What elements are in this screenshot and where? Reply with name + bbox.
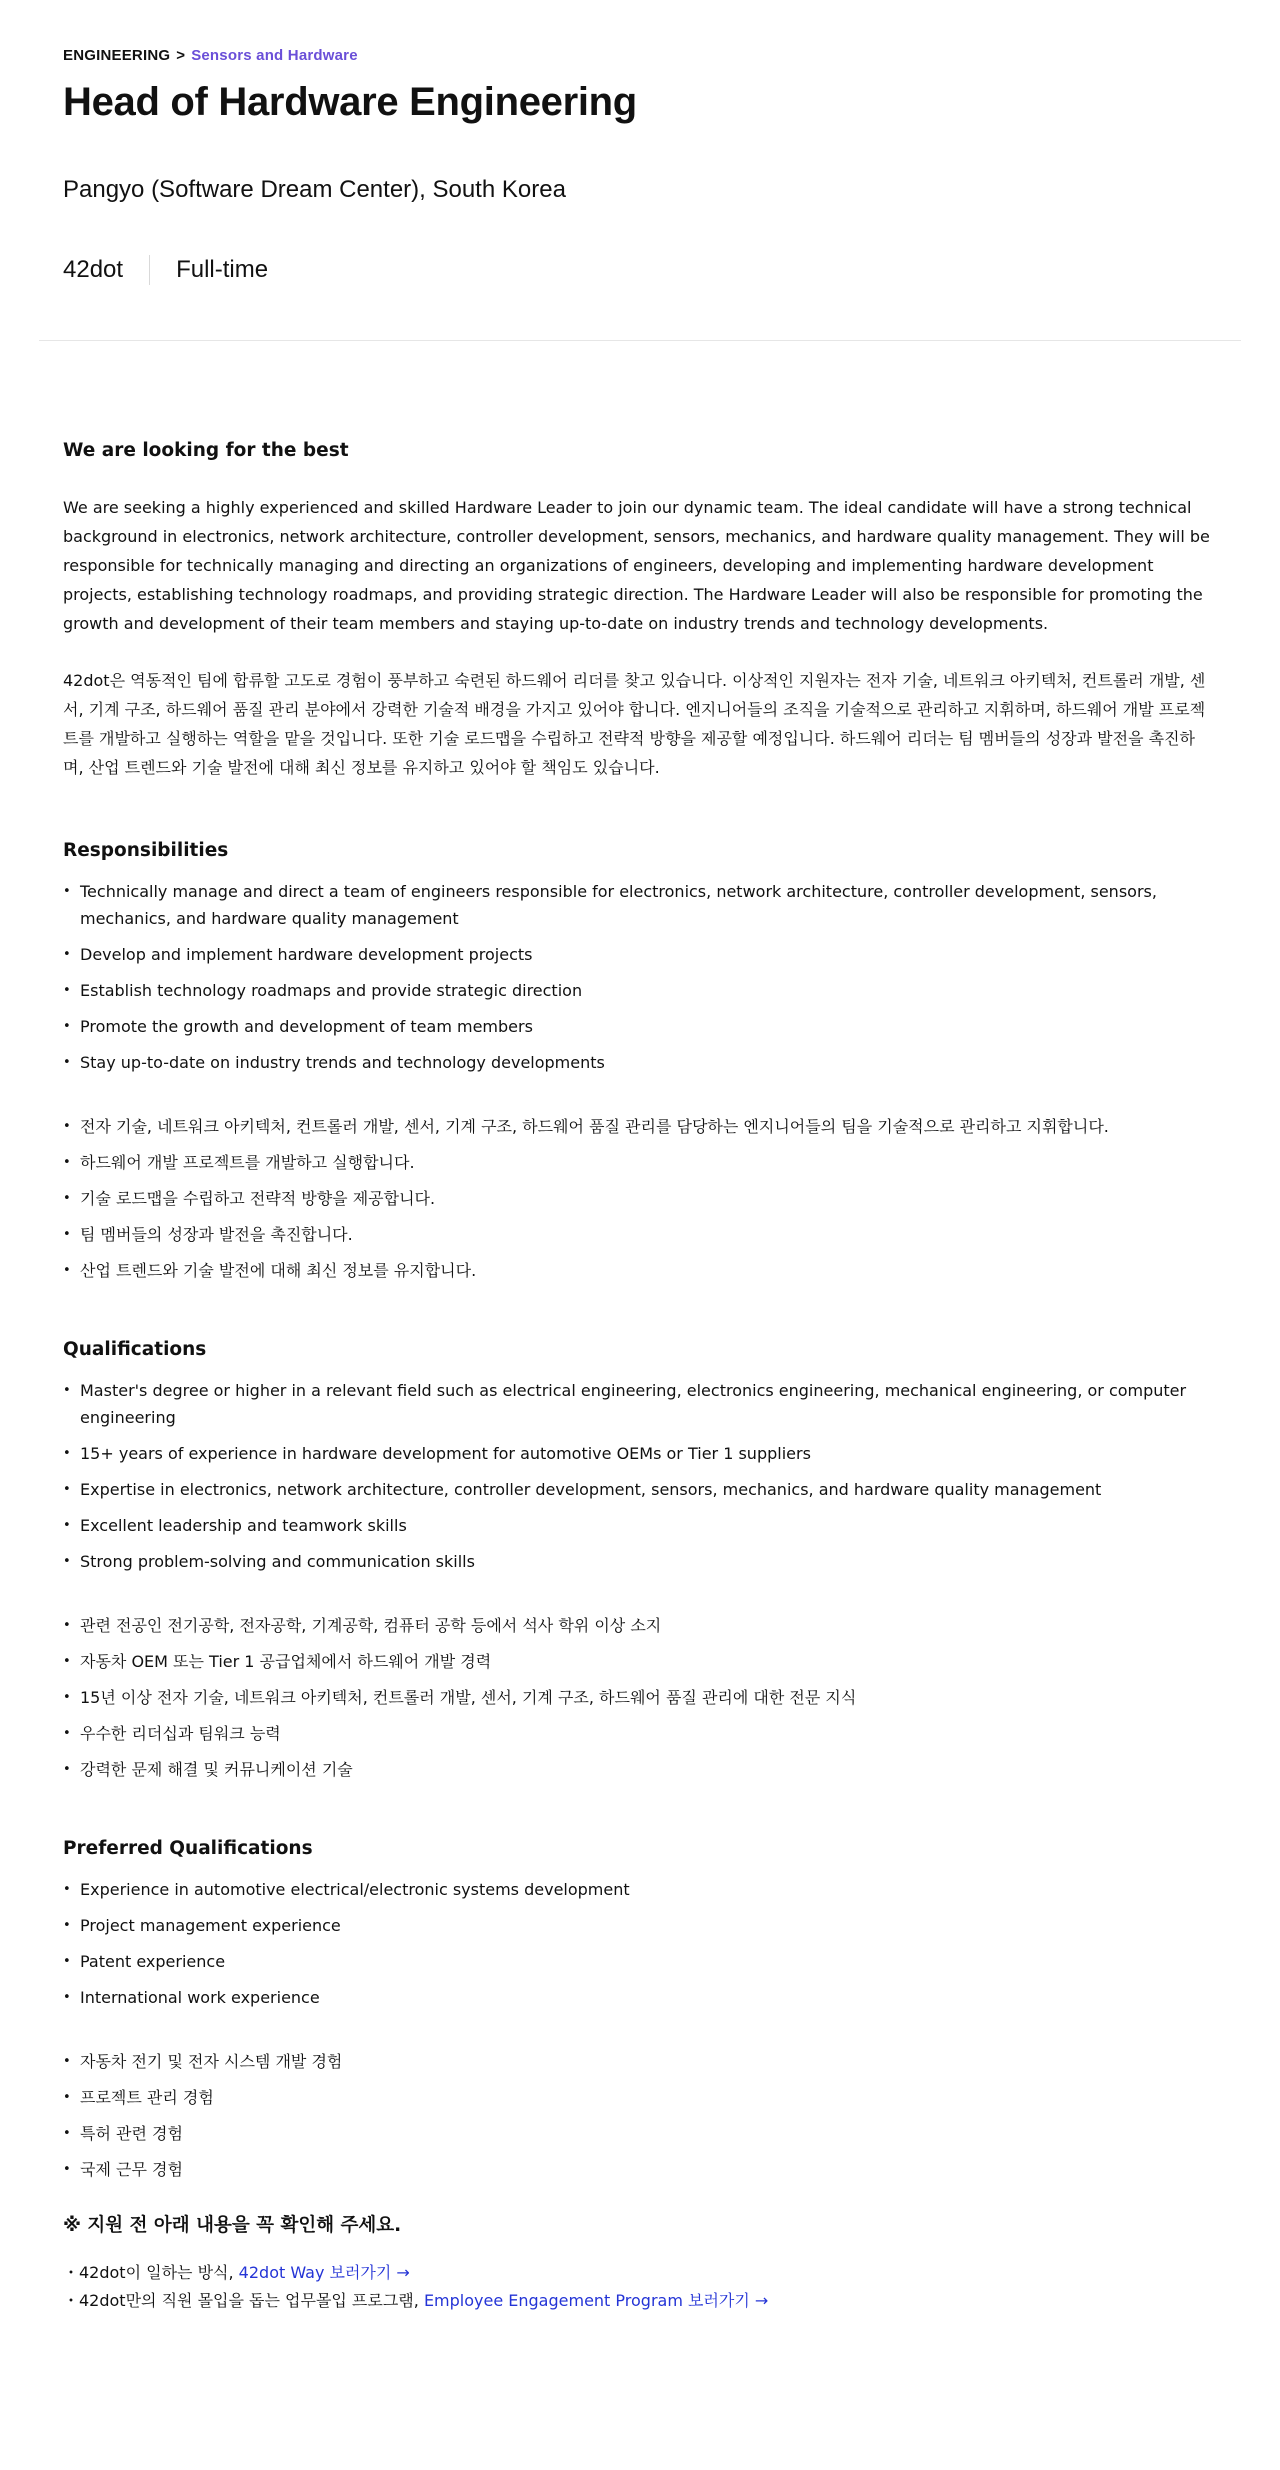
- list-item: • 우수한 리더십과 팀워크 능력: [63, 1720, 1213, 1747]
- job-location: Pangyo (Software Dream Center), South Korea: [63, 176, 566, 203]
- list-item: • Expertise in electronics, network architecture, controller development, sensors, mechanics, and hardware quality management: [63, 1476, 1213, 1503]
- notice-line-way-text: ・42dot이 일하는 방식,: [63, 2263, 239, 2282]
- list-item: • Develop and implement hardware development projects: [63, 941, 1213, 968]
- responsibilities-heading: Responsibilities: [63, 840, 229, 861]
- list-item: • 프로젝트 관리 경험: [63, 2084, 1213, 2111]
- list-item: • Stay up-to-date on industry trends and technology developments: [63, 1049, 1213, 1076]
- intro-heading: We are looking for the best: [63, 440, 349, 461]
- qualifications-heading: Qualifications: [63, 1339, 207, 1360]
- breadcrumb-engineering[interactable]: ENGINEERING: [63, 47, 171, 64]
- list-item: • Master's degree or higher in a relevant field such as electrical engineering, electronics engineering, mechanical engineering, or computer engineering: [63, 1377, 1213, 1431]
- notice-line-engagement-text: ・42dot만의 직원 몰입을 돕는 업무몰입 프로그램,: [63, 2291, 424, 2310]
- list-item: • Experience in automotive electrical/electronic systems development: [63, 1876, 1213, 1903]
- preferred-list-ko: [63, 2048, 1213, 2183]
- list-item: • 특허 관련 경험: [63, 2120, 1213, 2147]
- list-item: • International work experience: [63, 1984, 1213, 2011]
- list-item: • Project management experience: [63, 1912, 1213, 1939]
- notice-line-engagement: [63, 2287, 1213, 2315]
- responsibilities-list-ko: [63, 1113, 1213, 1284]
- notice-links: [63, 2259, 1213, 2315]
- notice-heading: ※ 지원 전 아래 내용을 꼭 확인해 주세요.: [63, 2215, 402, 2236]
- list-item: • 강력한 문제 해결 및 커뮤니케이션 기술: [63, 1756, 1213, 1783]
- breadcrumb: [63, 47, 358, 64]
- preferred-heading: Preferred Qualifications: [63, 1838, 313, 1859]
- list-item: • Strong problem-solving and communication skills: [63, 1548, 1213, 1575]
- meta-divider: [149, 255, 150, 285]
- list-item: • Technically manage and direct a team of engineers responsible for electronics, network architecture, controller development, sensors, mechanics, and hardware quality management: [63, 878, 1213, 932]
- job-meta: [63, 255, 268, 285]
- responsibilities-list-en: [63, 878, 1213, 1076]
- list-item: • 전자 기술, 네트워크 아키텍처, 컨트롤러 개발, 센서, 기계 구조, 하드웨어 품질 관리를 담당하는 엔지니어들의 팀을 기술적으로 관리하고 지휘합니다.: [63, 1113, 1213, 1140]
- list-item: • 국제 근무 경험: [63, 2156, 1213, 2183]
- breadcrumb-separator: >: [176, 47, 186, 64]
- list-item: • 관련 전공인 전기공학, 전자공학, 기계공학, 컴퓨터 공학 등에서 석사 학위 이상 소지: [63, 1612, 1213, 1639]
- breadcrumb-sensors-and-hardware[interactable]: Sensors and Hardware: [191, 47, 358, 64]
- list-item: • 15+ years of experience in hardware development for automotive OEMs or Tier 1 suppliers: [63, 1440, 1213, 1467]
- list-item: • Excellent leadership and teamwork skills: [63, 1512, 1213, 1539]
- employment-type: Full-time: [176, 256, 269, 283]
- notice-line-way: [63, 2259, 1213, 2287]
- list-item: • 15년 이상 전자 기술, 네트워크 아키텍처, 컨트롤러 개발, 센서, 기계 구조, 하드웨어 품질 관리에 대한 전문 지식: [63, 1684, 1213, 1711]
- qualifications-list-en: [63, 1377, 1213, 1575]
- intro-paragraph-ko: 42dot은 역동적인 팀에 합류할 고도로 경험이 풍부하고 숙련된 하드웨어 리더를 찾고 있습니다. 이상적인 지원자는 전자 기술, 네트워크 아키텍처, 컨트롤러 개발, 센서, 기계 구조, 하드웨어 품질 관리 분야에서 강력한 기술적 배경을 가지고 있어야 합니다. 엔지니어들의 조직을 기술적으로 관리하고 지휘하며, 하드웨어 개발 프로젝트를 개발하고 실행하는 역할을 맡을 것입니다. 또한 기술 로드맵을 수립하고 전략적 방향을 제공할 예정입니다. 하드웨어 리더는 팀 멤버들의 성장과 발전을 촉진하며, 산업 트렌드와 기술 발전에 대해 최신 정보를 유지하고 있어야 할 책임도 있습니다.: [63, 671, 1206, 777]
- job-title: Head of Hardware Engineering: [63, 80, 637, 124]
- 42dot-way-link[interactable]: 42dot Way 보러가기 →: [238, 2263, 410, 2282]
- company-name: 42dot: [63, 256, 124, 283]
- header-divider: [39, 340, 1241, 341]
- intro-paragraph-en: We are seeking a highly experienced and skilled Hardware Leader to join our dynamic team. The ideal candidate will have a strong technical background in electronics, network architecture, controller development, sensors, mechanics, and hardware quality management. They will be responsible for technically managing and directing an organizations of engineers, developing and implementing hardware development projects, establishing technology roadmaps, and providing strategic direction. The Hardware Leader will also be responsible for promoting the growth and development of their team members and staying up-to-date on industry trends and technology developments.: [63, 498, 1210, 633]
- list-item: • Establish technology roadmaps and provide strategic direction: [63, 977, 1213, 1004]
- list-item: • 하드웨어 개발 프로젝트를 개발하고 실행합니다.: [63, 1149, 1213, 1176]
- list-item: • 기술 로드맵을 수립하고 전략적 방향을 제공합니다.: [63, 1185, 1213, 1212]
- list-item: • 자동차 전기 및 전자 시스템 개발 경험: [63, 2048, 1213, 2075]
- list-item: • 팀 멤버들의 성장과 발전을 촉진합니다.: [63, 1221, 1213, 1248]
- list-item: • 자동차 OEM 또는 Tier 1 공급업체에서 하드웨어 개발 경력: [63, 1648, 1213, 1675]
- qualifications-list-ko: [63, 1612, 1213, 1783]
- job-description: [63, 440, 1213, 2315]
- list-item: • Promote the growth and development of team members: [63, 1013, 1213, 1040]
- employee-engagement-link[interactable]: Employee Engagement Program 보러가기 →: [423, 2291, 769, 2310]
- preferred-list-en: [63, 1876, 1213, 2011]
- list-item: • 산업 트렌드와 기술 발전에 대해 최신 정보를 유지합니다.: [63, 1257, 1213, 1284]
- list-item: • Patent experience: [63, 1948, 1213, 1975]
